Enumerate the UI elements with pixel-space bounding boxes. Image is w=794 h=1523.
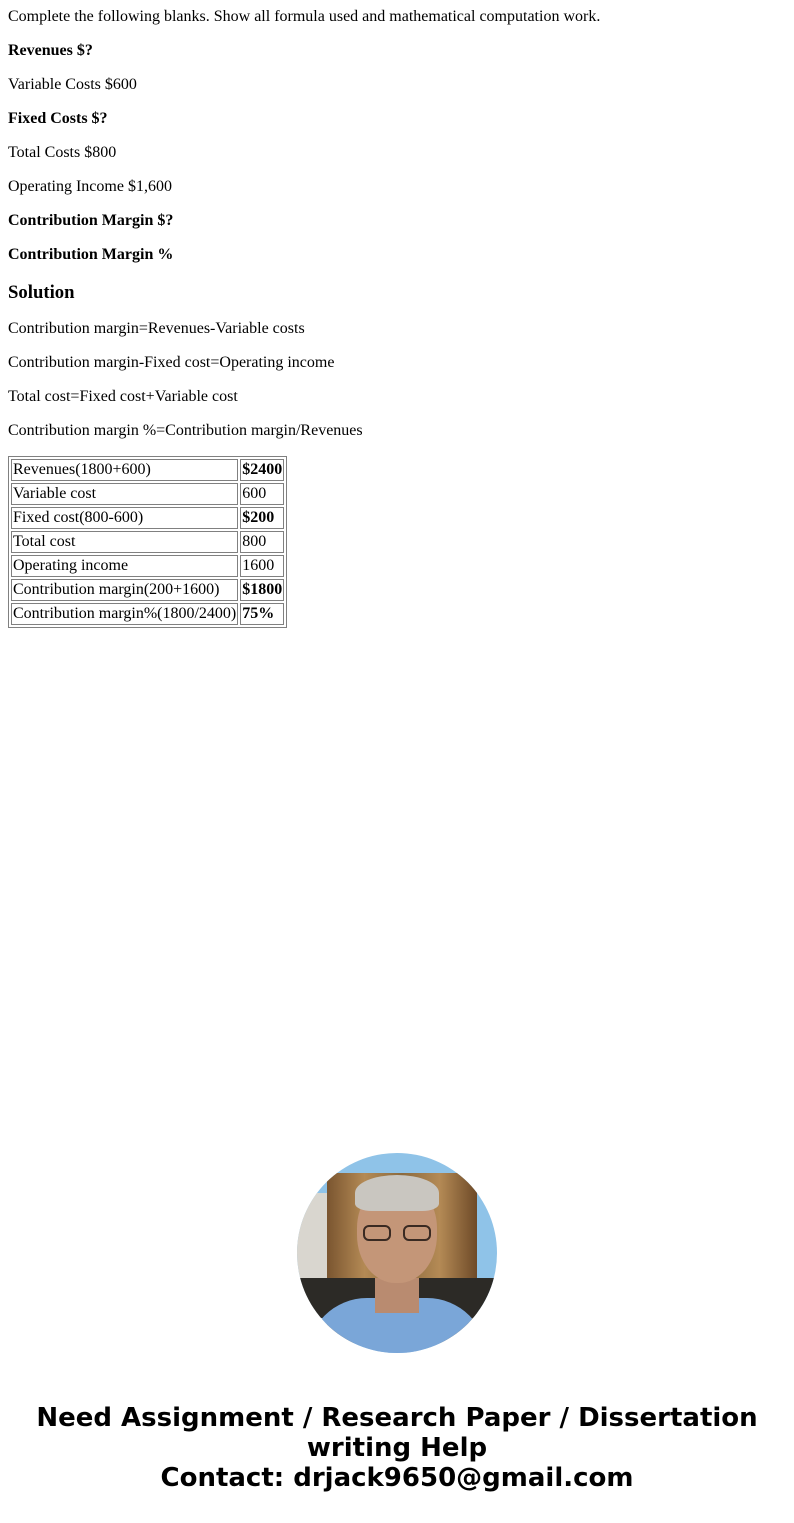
solution-table <box>8 456 287 628</box>
table-cell-value: 1600 <box>240 555 284 577</box>
table-cell-value: 600 <box>240 483 284 505</box>
formula-contribution-margin: Contribution margin=Revenues-Variable costs <box>8 320 305 337</box>
glasses-icon <box>363 1225 431 1243</box>
table-cell-label: Total cost <box>11 531 238 553</box>
formula-contribution-margin-percent: Contribution margin %=Contribution margin/Revenues <box>8 422 363 439</box>
item-contribution-margin-percent: Contribution Margin % <box>8 246 174 263</box>
table-row <box>11 555 284 577</box>
question-prompt: Complete the following blanks. Show all formula used and mathematical computation work. <box>8 8 601 25</box>
item-variable-costs: Variable Costs $600 <box>8 76 137 93</box>
table-cell-value: $200 <box>240 507 284 529</box>
table-row <box>11 531 284 553</box>
avatar-neck <box>375 1278 419 1313</box>
promo-footer <box>0 1403 794 1493</box>
table-cell-label: Contribution margin(200+1600) <box>11 579 238 601</box>
item-total-costs: Total Costs $800 <box>8 144 117 161</box>
table-row <box>11 579 284 601</box>
table-cell-label: Fixed cost(800-600) <box>11 507 238 529</box>
promo-line-1: Need Assignment / Research Paper / Dissertation <box>36 1403 758 1433</box>
table-row <box>11 483 284 505</box>
item-operating-income: Operating Income $1,600 <box>8 178 172 195</box>
item-fixed-costs: Fixed Costs $? <box>8 110 108 127</box>
promo-contact: Contact: drjack9650@gmail.com <box>160 1463 634 1493</box>
avatar-hair <box>355 1175 439 1211</box>
formula-operating-income: Contribution margin-Fixed cost=Operating income <box>8 354 335 371</box>
table-cell-value: 800 <box>240 531 284 553</box>
item-revenues: Revenues $? <box>8 42 93 59</box>
table-cell-label: Revenues(1800+600) <box>11 459 238 481</box>
document-body <box>8 8 786 628</box>
table-row <box>11 507 284 529</box>
table-cell-label: Variable cost <box>11 483 238 505</box>
formula-total-cost: Total cost=Fixed cost+Variable cost <box>8 388 238 405</box>
table-cell-value: $1800 <box>240 579 284 601</box>
table-row <box>11 459 284 481</box>
solution-heading: Solution <box>8 282 75 303</box>
table-cell-label: Operating income <box>11 555 238 577</box>
table-cell-value: 75% <box>240 603 284 625</box>
table-row <box>11 603 284 625</box>
promo-line-2: writing Help <box>306 1433 488 1463</box>
table-cell-value: $2400 <box>240 459 284 481</box>
author-avatar <box>297 1153 497 1353</box>
table-cell-label: Contribution margin%(1800/2400) <box>11 603 238 625</box>
item-contribution-margin: Contribution Margin $? <box>8 212 174 229</box>
